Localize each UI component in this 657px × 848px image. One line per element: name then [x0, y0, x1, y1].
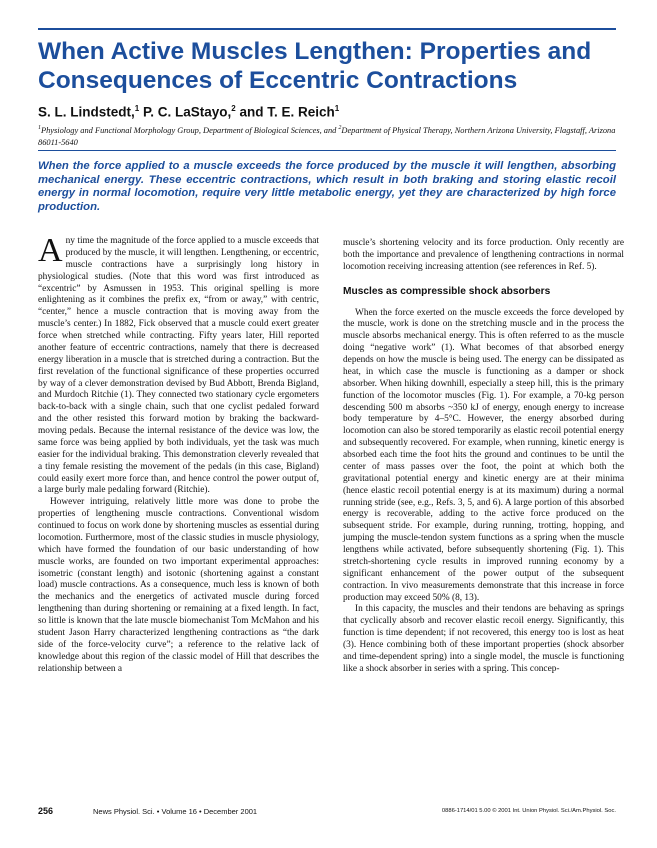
- affiliation-mark: 2: [338, 125, 342, 131]
- affiliation-text: Department of Physical Therapy, Northern Arizona University, Flagstaff, Arizona 86011-5640: [38, 125, 616, 147]
- body-paragraph: muscle’s shortening velocity and its force production. Only recently are both the importance and prevalence of lengthening contractions in normal locomotion receiving increasing attention (see references in Ref. 5).: [343, 238, 624, 272]
- affiliation-mark: 1: [38, 125, 41, 131]
- body-paragraph: However intriguing, relatively little more was done to probe the properties of lengthening muscle contractions. Conventional wisdom continued to focus on work done by shortening muscles as essential during locomotion. Furthermore, most of the classic studies in muscle physiology, which have formed the foundation of our basic understanding of how muscle works, are founded on two important experimental approaches: isometric (constant length) and isotonic (shortening against a constant load) muscle contractions. As a consequence, much less is known of both the mechanics and the energetics of activated muscle during forced lengthening than during shortening or remaining at a fixed length. In fact, so little is known that the late muscle biomechanist Tom McMahon and his student Jason Harry characterized lengthening contractions as “the dark side of the force-velocity curve”; a reference to the relative lack of knowledge about this region of the classic model of Hill that describes the relationship between a: [38, 497, 319, 674]
- paragraph-text: ny time the magnitude of the force applied to a muscle exceeds that produced by the muscle, it will lengthen. Lengthening, or eccentric, muscle contractions have a surprisingly long history in physiological studies. (Note that this word was first introduced as “excentric” by Asmussen in 1953. This original spelling is more enlightening as it combines the prefix ex, “from or away,” with centric, “center,” hence a muscle contraction that is moving away from the muscle’s center.) In 1882, Fick observed that a muscle could exert greater force when stretched while contracting. Fifty years later, Hill reported another feature of eccentric contractions, namely that there is decreased energy liberation in a muscle that is stretched during a contraction. But the first revelation of the functional significance of these properties occurred by way of a clever demonstration devised by Bud Abbott, Brenda Bigland, and Murdoch Ritchie (1). They connected two stationary cycle ergometers back-to-back with a single chain, such that one cyclist pedaled forward and the other resisted this forward motion by braking the backward-moving pedals. Because the internal resistance of the device was low, the same force was being applied by both individuals, yet the task was much easier for the individual braking. This demonstration cleverly revealed that a tiny female resisting the movement of the pedals (in this case, Bigland) could easily exert more force than, and hence control the power output of, a large burly male pedaling forward (Ritchie).: [38, 236, 319, 496]
- author-affiliation-mark: 1: [134, 104, 140, 113]
- author-affiliation-mark: 2: [231, 104, 236, 113]
- author-name: and T. E. Reich: [235, 104, 335, 120]
- section-rule: [38, 150, 616, 151]
- body-paragraph: [38, 232, 319, 497]
- body-paragraph: When the force exerted on the muscle exceeds the force developed by the muscle, work is done on the stretching muscle and in the process the muscle absorbs mechanical energy. This is often referred to as the muscle doing “negative work” (1). What becomes of that absorbed energy depends on how the muscle is being used. The energy can be dissipated as heat, in which case the muscle is functioning as a damper or shock absorber. When hiking downhill, especially a steep hill, this is the primary function of the locomotor muscles (Fig. 1). For example, a 70-kg person descending 500 m absorbs ~350 kJ of energy, enough energy to increase body temperature by 4–5°C. However, the energy absorbed during locomotion can also be stored temporarily as elastic recoil potential energy and subsequently recovered. For example, when running, kinetic energy is absorbed each time the foot hits the ground and continues to be until the center of mass passes over the foot, the point at which both the gravitational potential energy and kinetic energy are at their minima (hence elastic recoil potential energy is at its maximum) during a normal running stride (see, e.g., Refs. 3, 5, and 6). A large portion of this absorbed energy is recoverable, adding to the active force produced on the subsequent stride. For example, during running, trotting, hopping, and jumping the muscle-tendon system functions as a spring when the muscle lengthens while activated, before subsequently shortening (Fig. 1). This stretch-shortening cycle results in improved running economy by a significant enhancement of the power output of the subsequent contraction. In vivo measurements demonstrate that this increase in force production may exceed 50% (8, 13).: [343, 307, 624, 603]
- author-name: S. L. Lindstedt,: [38, 104, 135, 120]
- abstract: When the force applied to a muscle exceeds the force produced by the muscle it will lengthen, absorbing mechanical energy. These eccentric contractions, which result in both braking and storing elastic recoil energy in normal locomotion, require very little metabolic energy, yet they are characterized by high force production.: [38, 160, 616, 214]
- body-paragraph: In this capacity, the muscles and their tendons are behaving as springs that cyclically absorb and recover elastic recoil energy. Significantly, this function is time dependent; if not recovered, this energy too is lost as heat (3). Hence combining both of these important properties (shock absorber and time-dependent spring) into a single model, the muscle is functioning like a shock absorber in series with a spring. This concep-: [343, 604, 624, 674]
- journal-citation: News Physiol. Sci. • Volume 16 • December 2001: [93, 807, 258, 816]
- affiliation: [38, 122, 616, 149]
- page-number: 256: [38, 806, 54, 816]
- affiliation-text: Physiology and Functional Morphology Group, Department of Biological Sciences, and: [41, 125, 339, 135]
- page-footer: [38, 806, 616, 820]
- author-list: [38, 101, 616, 121]
- left-column: [38, 232, 319, 675]
- author-affiliation-mark: 1: [334, 104, 340, 113]
- right-column: [343, 238, 624, 676]
- drop-cap: A: [38, 232, 63, 269]
- author-name: P. C. LaStayo,: [139, 104, 232, 120]
- top-rule: [38, 28, 616, 30]
- article-title: When Active Muscles Lengthen: Properties and Consequences of Eccentric Contractions: [38, 38, 592, 94]
- copyright-notice: 0886-1714/01 5.00 © 2001 Int. Union Physiol. Sci./Am.Physiol. Soc.: [441, 808, 616, 814]
- section-heading: Muscles as compressible shock absorbers: [343, 285, 551, 297]
